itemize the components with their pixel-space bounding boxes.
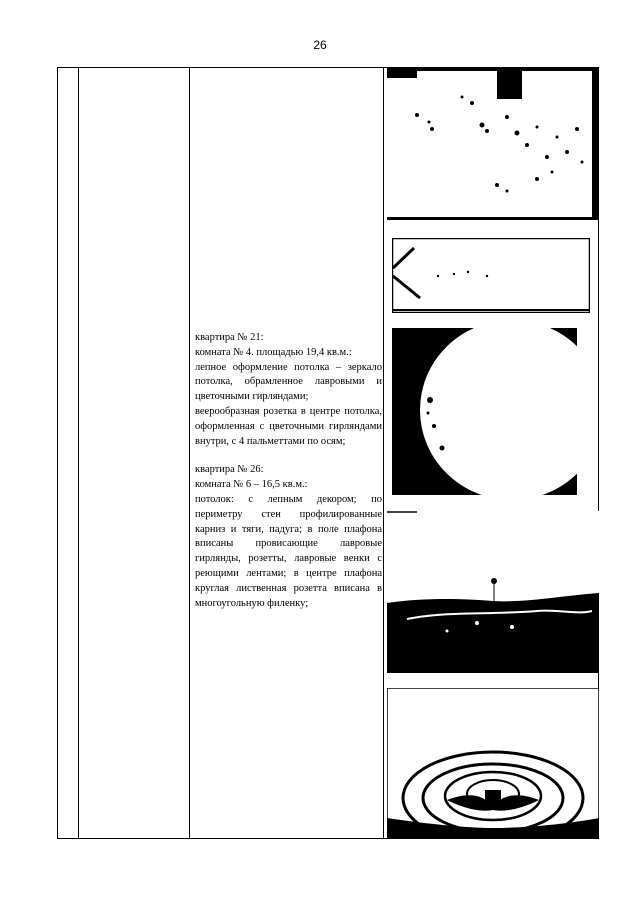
- apartment-header: квартира № 21:: [195, 332, 264, 343]
- description-item: потолок: с лепным декором; по периметру стен профилированные карниз и тяги, падуга; в поле плафона вписаны провисающие лавровые гирлянды, розетты, лавровые венки с реющими лентами; в центре плафона круглая лиственная розетта вписана в многоугольную филенку;: [195, 493, 382, 609]
- apartment-header: квартира № 26:: [195, 464, 264, 476]
- ceiling-photo: [392, 238, 590, 313]
- room-header: комната № 4. площадью 19,4 кв.м.:: [195, 346, 352, 358]
- description-cell: [195, 331, 382, 611]
- page-number: 26: [313, 38, 327, 52]
- room-header: комната № 6 – 16,5 кв.м.:: [195, 479, 308, 491]
- ceiling-photo: [392, 328, 590, 495]
- ceiling-photo: [387, 511, 599, 673]
- description-item: веерообразная розетка в центре потолка, оформленная с цветочными гирляндами внутри, с 4 пальметтами по осям;: [195, 405, 382, 447]
- column-divider: [189, 68, 190, 838]
- column-divider: [383, 68, 384, 838]
- description-item: лепное оформление потолка – зеркало потолка, обрамленное лавровыми и цветочными гирляндами;: [195, 361, 382, 403]
- ceiling-photo: [387, 688, 599, 838]
- ceiling-photo: [387, 67, 599, 220]
- column-divider: [78, 68, 79, 838]
